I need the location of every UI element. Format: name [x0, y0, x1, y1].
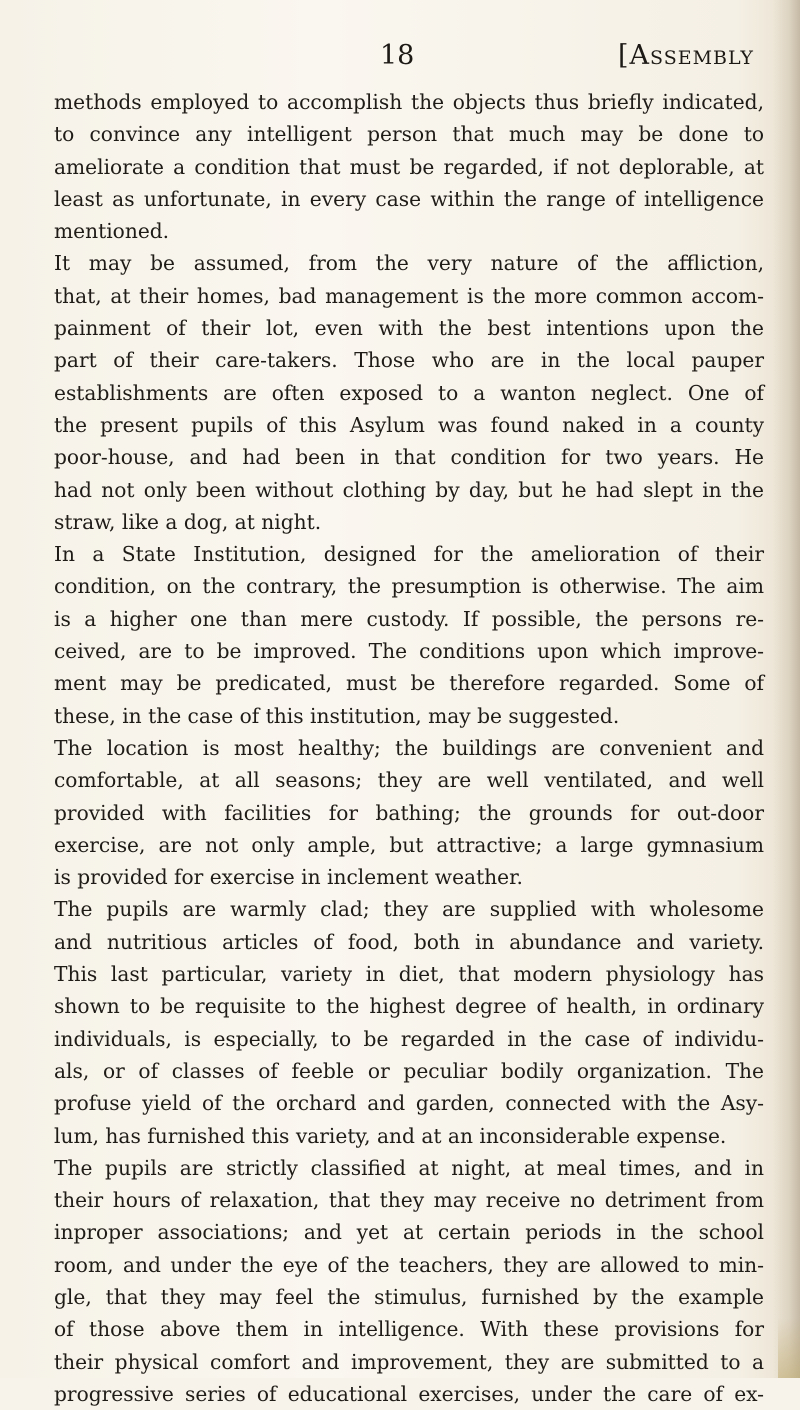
text-line: is provided for exercise in inclement weather.: [54, 865, 523, 890]
text-line: methods employed to accomplish the objects thus briefly indicated,: [54, 90, 764, 114]
text-line: painment of their lot, even with the best intentions upon the: [54, 316, 764, 341]
text-line: part of their care-takers. Those who are in the local pauper: [54, 348, 764, 373]
text-line: profuse yield of the orchard and garden, connected with the Asy-: [54, 1091, 764, 1116]
text-line: their hours of relaxation, that they may receive no detriment from: [54, 1188, 764, 1213]
text-line: mentioned.: [54, 219, 170, 244]
page-stain: [778, 1318, 800, 1378]
text-line: als, or of classes of feeble or peculiar bodily organization. The: [54, 1058, 764, 1083]
text-line: condition, on the contrary, the presumption is otherwise. The aim: [54, 574, 764, 599]
text-line: ceived, are to be improved. The conditions upon which improve-: [54, 639, 764, 664]
text-line: The pupils are strictly classified at night, at meal times, and in: [54, 1155, 764, 1180]
text-line: inproper associations; and yet at certain periods in the school: [54, 1220, 764, 1245]
text-line: had not only been without clothing by day, but he had slept in the: [54, 477, 764, 502]
text-line: least as unfortunate, in every case within the range of intelligence: [54, 186, 764, 211]
text-line: The pupils are warmly clad; they are supplied with wholesome: [54, 897, 764, 922]
text-line: gle, that they may feel the stimulus, furnished by the example: [54, 1284, 764, 1309]
text-line: shown to be requisite to the highest degree of health, in ordinary: [54, 994, 764, 1019]
text-line: The location is most healthy; the buildings are convenient and: [54, 735, 764, 760]
text-line: that, at their homes, bad management is the more common accom-: [54, 283, 764, 308]
text-line: straw, like a dog, at night.: [54, 509, 322, 534]
text-line: exercise, are not only ample, but attractive; a large gymnasium: [54, 832, 764, 857]
text-line: In a State Institution, designed for the amelioration of their: [54, 542, 764, 567]
text-line: individuals, is especially, to be regarded in the case of individu-: [54, 1026, 764, 1051]
text-line: ameliorate a condition that must be regarded, if not deplorable, at: [54, 154, 764, 179]
text-line: is a higher one than mere custody. If possible, the persons re-: [54, 606, 764, 631]
text-line: and nutritious articles of food, both in abundance and variety.: [54, 929, 764, 954]
page-edge-shadow: [772, 0, 800, 1378]
text-line: their physical comfort and improvement, they are submitted to a: [54, 1349, 764, 1374]
text-line: room, and under the eye of the teachers, they are allowed to min-: [54, 1252, 764, 1277]
text-line: comfortable, at all seasons; they are well ventilated, and well: [54, 768, 764, 793]
text-line: of those above them in intelligence. With these provisions for: [54, 1317, 764, 1342]
text-line: these, in the case of this institution, may be suggested.: [54, 703, 620, 728]
page-header: [0, 40, 800, 80]
text-line: It may be assumed, from the very nature of the affliction,: [54, 251, 764, 276]
text-line: establishments are often exposed to a wanton neglect. One of: [54, 380, 764, 405]
text-line: the present pupils of this Asylum was found naked in a county: [54, 412, 764, 437]
text-line: lum, has furnished this variety, and at an inconsiderable expense.: [54, 1123, 727, 1148]
page-number: 18: [380, 40, 415, 71]
text-line: progressive series of educational exercises, under the care of ex-: [54, 1381, 764, 1406]
text-line: This last particular, variety in diet, that modern physiology has: [54, 962, 764, 987]
text-line: provided with facilities for bathing; the grounds for out-door: [54, 800, 764, 825]
text-line: poor-house, and had been in that condition for two years. He: [54, 445, 764, 470]
running-head: [Assembly: [618, 40, 754, 71]
text-line: to convince any intelligent person that much may be done to: [54, 122, 764, 147]
text-line: ment may be predicated, must be therefore regarded. Some of: [54, 671, 764, 696]
body-text: [54, 86, 764, 1410]
